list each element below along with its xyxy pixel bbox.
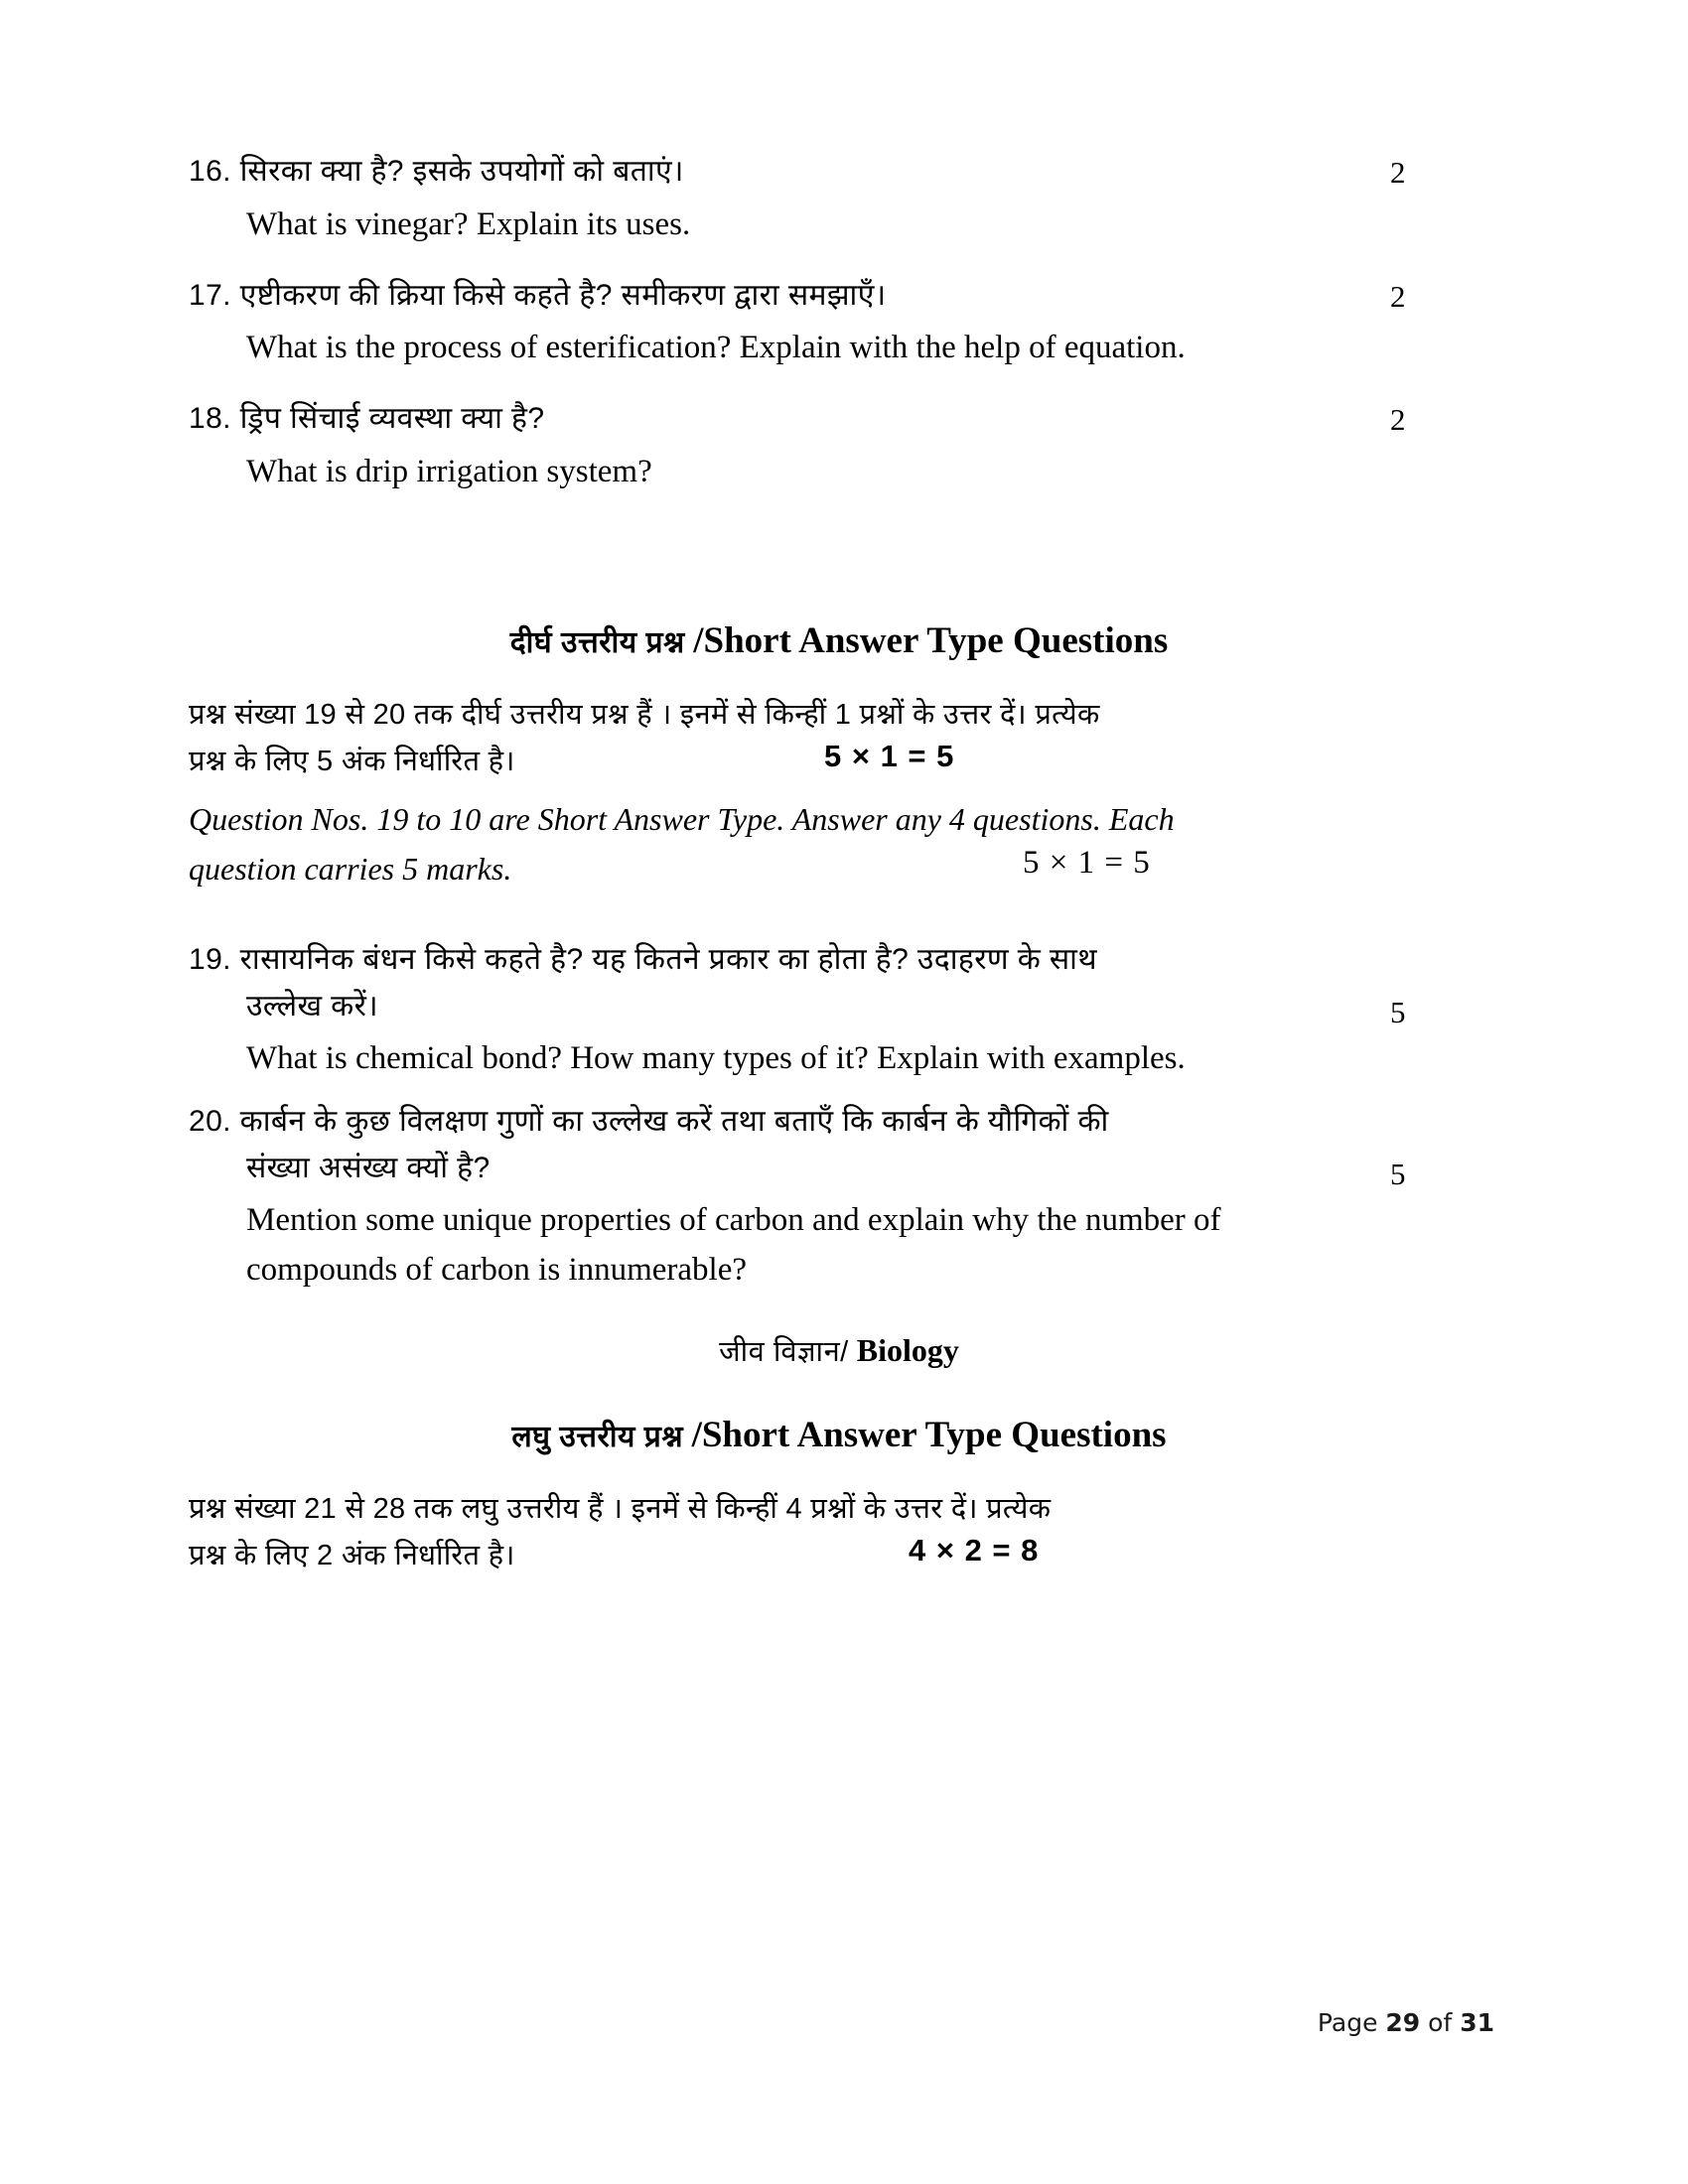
section-heading-long-separator: /	[693, 619, 704, 661]
footer-prefix: Page	[1317, 2008, 1386, 2037]
footer-total-pages: 31	[1460, 2008, 1494, 2037]
question-16-hindi-text: सिरका क्या है? इसके उपयोगों को बताएं।	[239, 155, 684, 188]
question-18-hindi	[189, 396, 1489, 443]
question-19-hindi-line1	[189, 937, 1489, 984]
instructions-short-hindi	[189, 1486, 1489, 1579]
question-16-english: What is vinegar? Explain its uses.	[246, 205, 691, 242]
question-20-hindi-text-1: कार्बन के कुछ विलक्षण गुणों का उल्लेख करें तथा बताएँ कि कार्बन के यौगिकों की	[239, 1105, 1109, 1139]
subject-heading-hindi: जीव विज्ञान	[719, 1335, 841, 1368]
instruction-short-hindi-formula: 4 × 2 = 8	[909, 1532, 1040, 1568]
question-19-number: 19.	[189, 943, 231, 977]
question-20-english-line1: Mention some unique properties of carbon and explain why the number of	[246, 1202, 1221, 1239]
subject-heading-english: Biology	[856, 1331, 959, 1368]
question-19-english: What is chemical bond? How many types of it? Explain with examples.	[246, 1040, 1186, 1077]
instructions-long-english	[189, 795, 1489, 893]
instruction-long-english-line2: question carries 5 marks.	[189, 850, 512, 887]
section-heading-short-hindi: लघु उत्तरीय प्रश्न	[511, 1420, 684, 1453]
section-heading-long-answer	[189, 619, 1489, 662]
question-16-number: 16.	[189, 155, 231, 188]
question-19-hindi-text-1: रासायनिक बंधन किसे कहते है? यह कितने प्रकार का होता है? उदाहरण के साथ	[239, 943, 1097, 977]
instruction-long-english-line1: Question Nos. 19 to 10 are Short Answer Type. Answer any 4 questions. Each	[189, 800, 1175, 837]
question-20-english-line2: compounds of carbon is innumerable?	[246, 1252, 748, 1289]
question-block-18	[189, 396, 1489, 496]
section-heading-long-hindi: दीर्घ उत्तरीय प्रश्न	[509, 625, 685, 659]
question-18-english: What is drip irrigation system?	[246, 453, 652, 489]
instruction-short-hindi-line1: प्रश्न संख्या 21 से 28 तक लघु उत्तरीय हैं । इनमें से किन्हीं 4 प्रश्नों के उत्तर दें। प्रत्येक	[189, 1492, 1052, 1525]
footer-current-page: 29	[1385, 2008, 1421, 2037]
page-content	[189, 149, 1489, 1579]
instruction-long-english-formula: 5 × 1 = 5	[1023, 844, 1151, 881]
section-heading-short-english: Short Answer Type Questions	[701, 1414, 1167, 1455]
instruction-long-hindi-line1: प्रश्न संख्या 19 से 20 तक दीर्घ उत्तरीय प्रश्न हैं । इनमें से किन्हीं 1 प्रश्नों के उत्तर दें। प्रत्येक	[189, 698, 1100, 731]
instruction-short-hindi-line2-row	[189, 1533, 1489, 1579]
instruction-long-hindi-line2-row	[189, 739, 1489, 785]
question-18-number: 18.	[189, 402, 231, 436]
section-heading-short-answer	[189, 1414, 1489, 1456]
question-16-hindi	[189, 149, 1489, 196]
question-20-number: 20.	[189, 1105, 231, 1139]
question-20-hindi-line2: संख्या असंख्य क्यों है?	[246, 1151, 491, 1184]
page-footer	[1318, 2008, 1494, 2037]
question-block-17	[189, 273, 1489, 373]
question-20-marks: 5	[1390, 1157, 1406, 1192]
question-19-marks: 5	[1390, 995, 1406, 1030]
question-17-hindi-text: एष्टीकरण की क्रिया किसे कहते है? समीकरण द्वारा समझाएँ।	[239, 278, 887, 312]
question-18-hindi-text: ड्रिप सिंचाई व्यवस्था क्या है?	[239, 402, 545, 436]
instruction-long-english-line2-row	[189, 845, 1489, 894]
subject-heading-biology	[189, 1331, 1489, 1370]
question-block-19	[189, 937, 1489, 1083]
question-19-hindi-line2: उल्लेख करें।	[246, 989, 379, 1023]
subject-heading-separator: /	[840, 1335, 849, 1368]
question-18-marks: 2	[1390, 402, 1406, 438]
instructions-long-hindi	[189, 692, 1489, 785]
question-17-number: 17.	[189, 278, 231, 312]
section-heading-long-english: Short Answer Type Questions	[703, 619, 1169, 661]
instruction-long-hindi-line2: प्रश्न के लिए 5 अंक निर्धारित है।	[189, 745, 515, 777]
question-20-hindi-line1	[189, 1099, 1489, 1146]
question-17-english: What is the process of esterification? Explain with the help of equation.	[246, 330, 1186, 366]
question-block-16	[189, 149, 1489, 249]
section-heading-short-separator: /	[691, 1414, 702, 1455]
question-block-20	[189, 1099, 1489, 1295]
instruction-long-hindi-formula: 5 × 1 = 5	[824, 738, 955, 773]
footer-middle: of	[1420, 2008, 1461, 2037]
question-17-hindi	[189, 273, 1489, 320]
instruction-short-hindi-line2: प्रश्न के लिए 2 अंक निर्धारित है।	[189, 1539, 515, 1571]
question-16-marks: 2	[1390, 155, 1406, 190]
question-17-marks: 2	[1390, 278, 1406, 314]
